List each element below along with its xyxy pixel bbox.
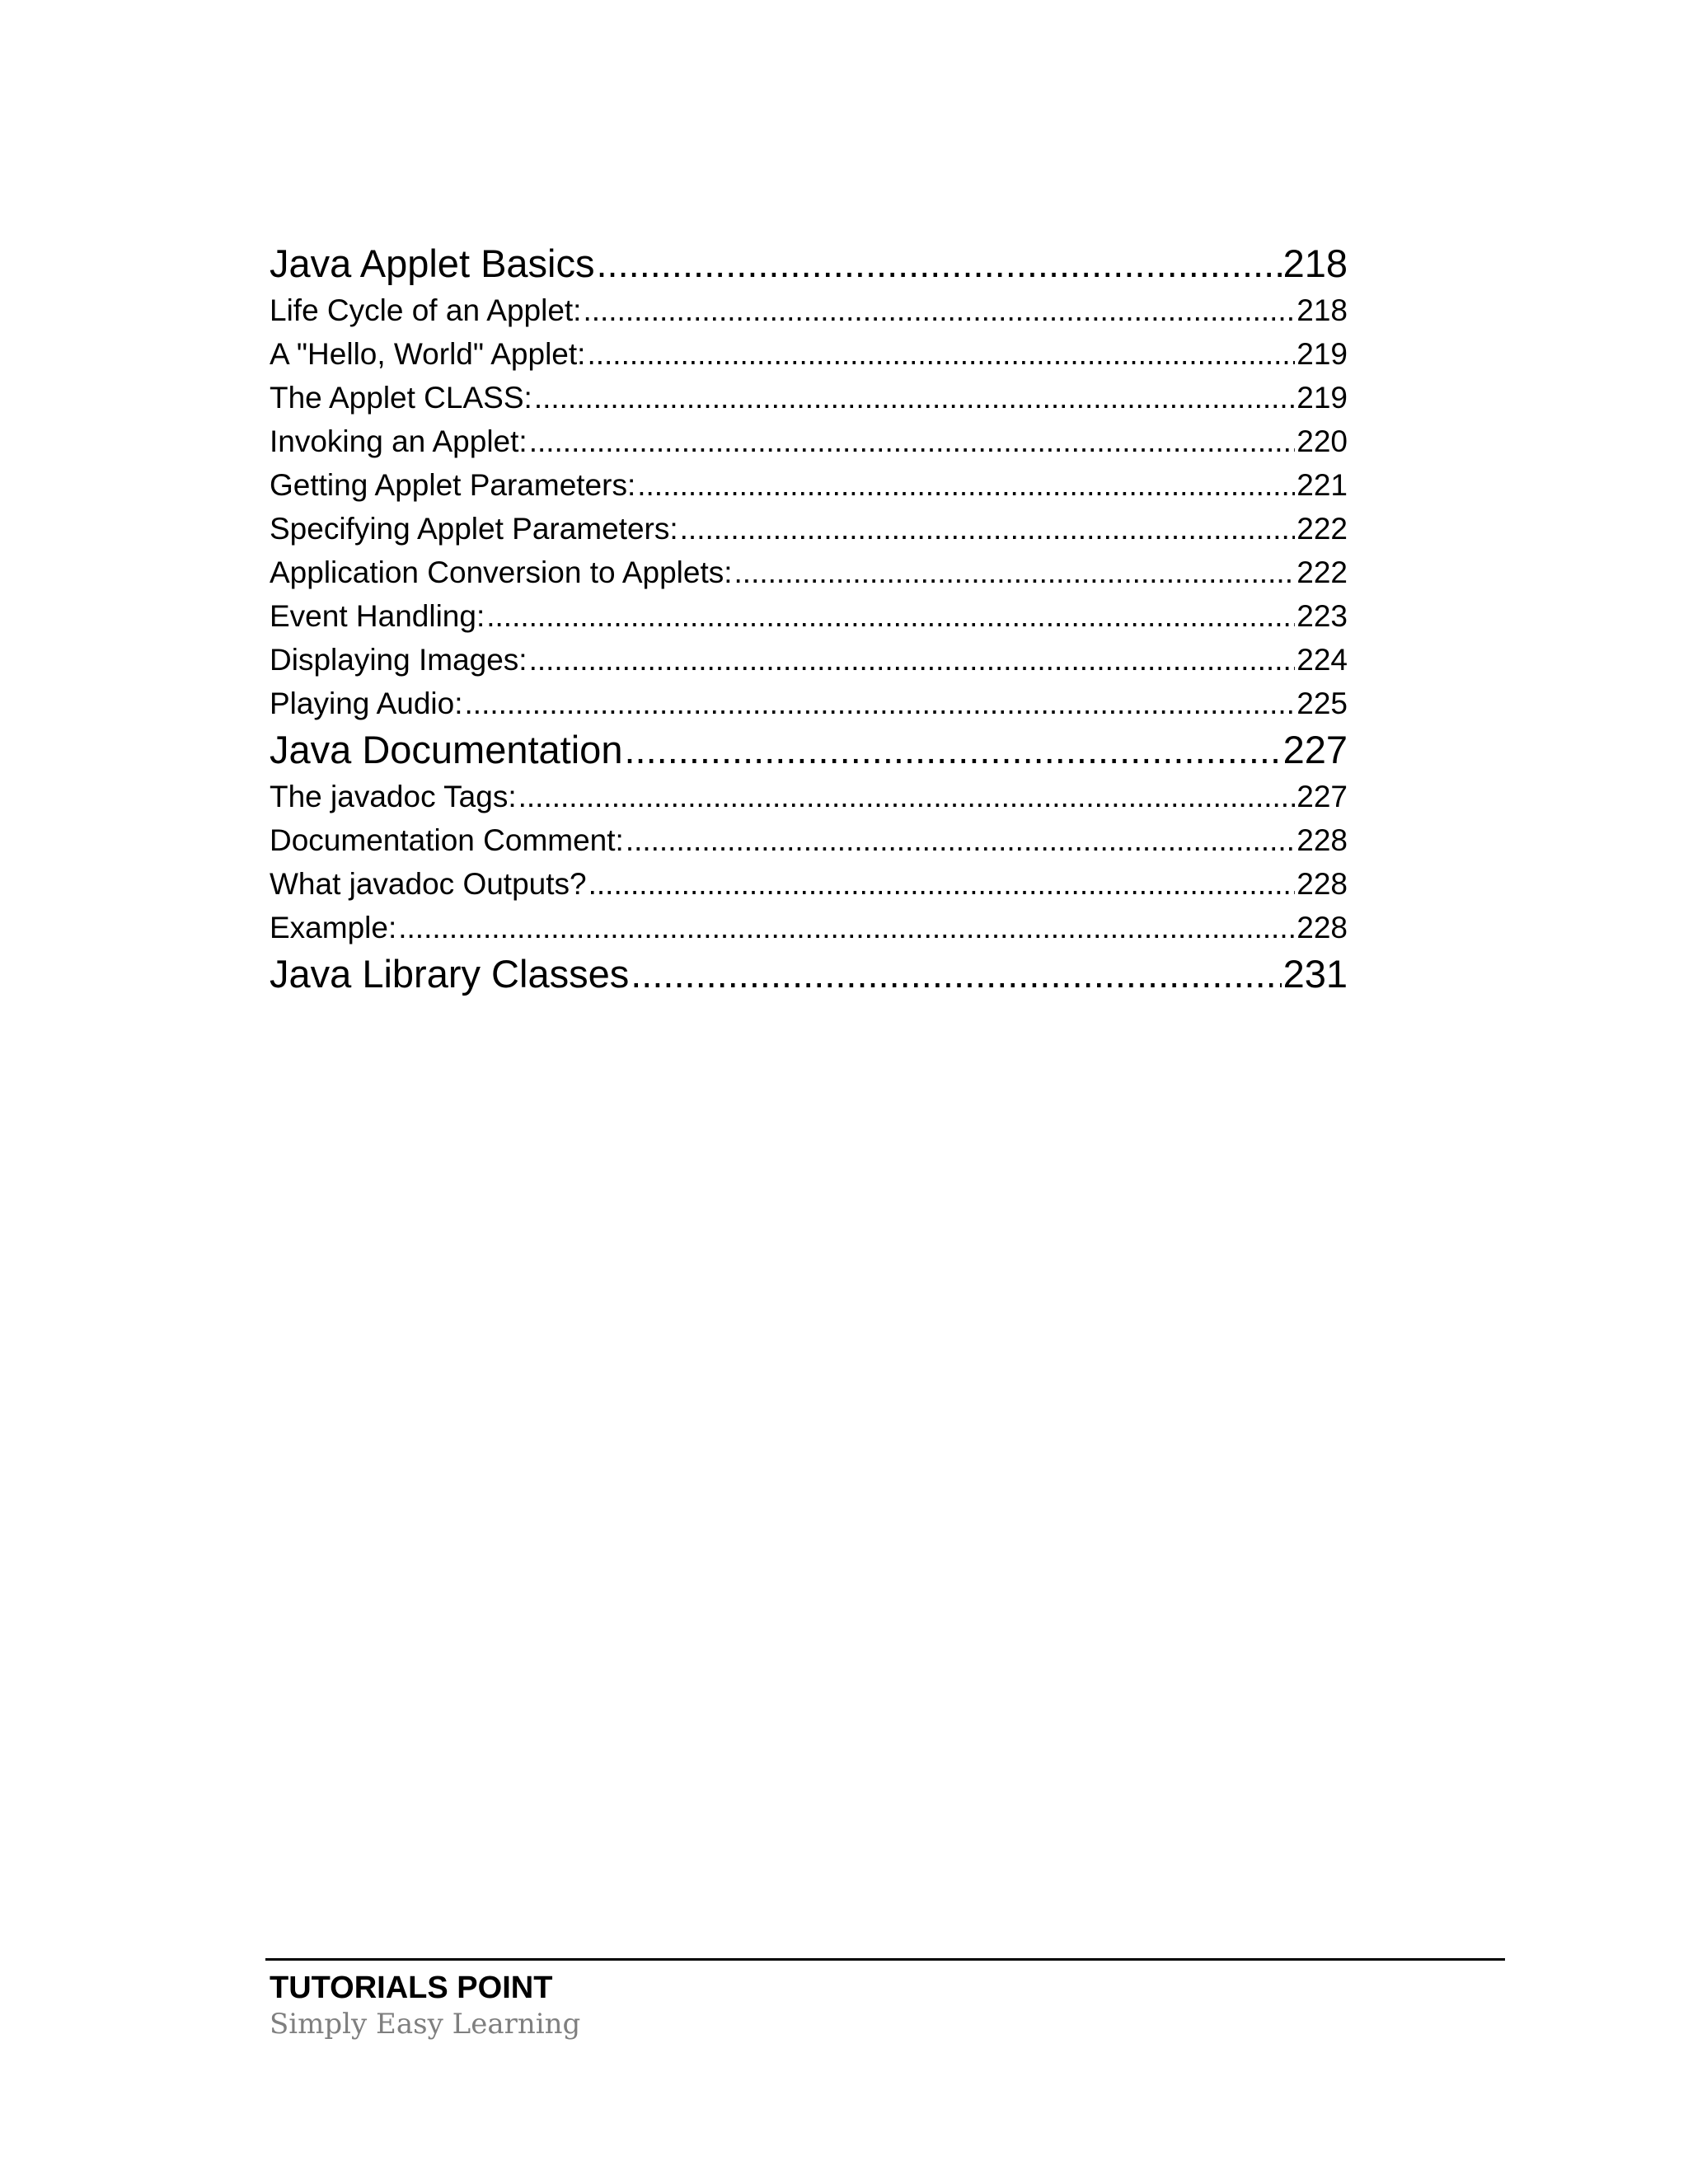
toc-entry[interactable] [270, 906, 1348, 949]
toc-entry-title: Java Library Classes [270, 952, 630, 996]
toc-entry-title: Documentation Comment: [270, 823, 624, 857]
toc-entry[interactable] [270, 682, 1348, 725]
toc-entry[interactable] [270, 376, 1348, 419]
toc-dot-leader [631, 949, 1281, 999]
toc-entry[interactable] [270, 725, 1348, 775]
toc-entry-page: 231 [1282, 952, 1348, 996]
footer-tagline: Simply Easy Learning [270, 2008, 581, 2041]
toc-dot-leader [624, 725, 1281, 775]
toc-entry-page: 224 [1296, 643, 1348, 677]
toc-dot-leader [626, 818, 1295, 862]
toc-dot-leader [680, 507, 1296, 551]
toc-entry-page: 218 [1282, 241, 1348, 285]
toc-entry-title: Event Handling: [270, 599, 485, 633]
toc-entry-page: 227 [1282, 728, 1348, 771]
toc-dot-leader [587, 332, 1295, 376]
toc-entry-title: Life Cycle of an Applet: [270, 293, 582, 327]
toc-entry[interactable] [270, 507, 1348, 551]
toc-entry-title: Application Conversion to Applets: [270, 555, 733, 589]
toc-dot-leader [529, 638, 1296, 682]
toc-dot-leader [465, 682, 1296, 725]
toc-entry-page: 219 [1296, 337, 1348, 371]
toc-entry[interactable] [270, 818, 1348, 862]
footer-divider [265, 1958, 1505, 1961]
toc-dot-leader [597, 239, 1282, 288]
toc-dot-leader [529, 419, 1296, 463]
toc-entry-title: Specifying Applet Parameters: [270, 512, 678, 546]
toc-entry[interactable] [270, 594, 1348, 638]
toc-entry-page: 225 [1296, 687, 1348, 720]
toc-dot-leader [583, 288, 1295, 332]
toc-entry[interactable] [270, 332, 1348, 376]
toc-entry-page: 221 [1296, 468, 1348, 502]
toc-dot-leader [534, 376, 1295, 419]
toc-entry-page: 218 [1296, 293, 1348, 327]
toc-entry-title: Getting Applet Parameters: [270, 468, 636, 502]
toc-entry-title: Java Applet Basics [270, 241, 595, 285]
toc-dot-leader [398, 906, 1295, 949]
toc-entry-title: Example: [270, 911, 397, 944]
toc-entry-title: Displaying Images: [270, 643, 528, 677]
table-of-contents [270, 239, 1348, 999]
toc-entry-page: 228 [1296, 911, 1348, 944]
toc-entry-title: Invoking an Applet: [270, 424, 528, 458]
toc-entry-title: Playing Audio: [270, 687, 463, 720]
toc-entry-title: A "Hello, World" Applet: [270, 337, 586, 371]
toc-entry-page: 222 [1296, 555, 1348, 589]
toc-entry-page: 219 [1296, 381, 1348, 415]
toc-entry[interactable] [270, 551, 1348, 594]
toc-entry-title: What javadoc Outputs? [270, 867, 587, 901]
toc-entry-title: Java Documentation [270, 728, 623, 771]
toc-entry[interactable] [270, 638, 1348, 682]
toc-entry-page: 227 [1296, 780, 1348, 813]
toc-entry-page: 228 [1296, 823, 1348, 857]
toc-entry-title: The Applet CLASS: [270, 381, 532, 415]
footer-brand: TUTORIALS POINT [270, 1971, 553, 2005]
toc-entry[interactable] [270, 775, 1348, 818]
toc-dot-leader [734, 551, 1296, 594]
toc-entry[interactable] [270, 419, 1348, 463]
toc-entry[interactable] [270, 288, 1348, 332]
toc-entry[interactable] [270, 239, 1348, 288]
toc-dot-leader [637, 463, 1295, 507]
toc-entry[interactable] [270, 463, 1348, 507]
toc-entry[interactable] [270, 949, 1348, 999]
toc-entry-page: 220 [1296, 424, 1348, 458]
toc-entry-page: 222 [1296, 512, 1348, 546]
toc-entry-title: The javadoc Tags: [270, 780, 517, 813]
toc-dot-leader [518, 775, 1296, 818]
toc-dot-leader [486, 594, 1295, 638]
toc-entry[interactable] [270, 862, 1348, 906]
toc-entry-page: 223 [1296, 599, 1348, 633]
toc-dot-leader [588, 862, 1296, 906]
toc-entry-page: 228 [1296, 867, 1348, 901]
